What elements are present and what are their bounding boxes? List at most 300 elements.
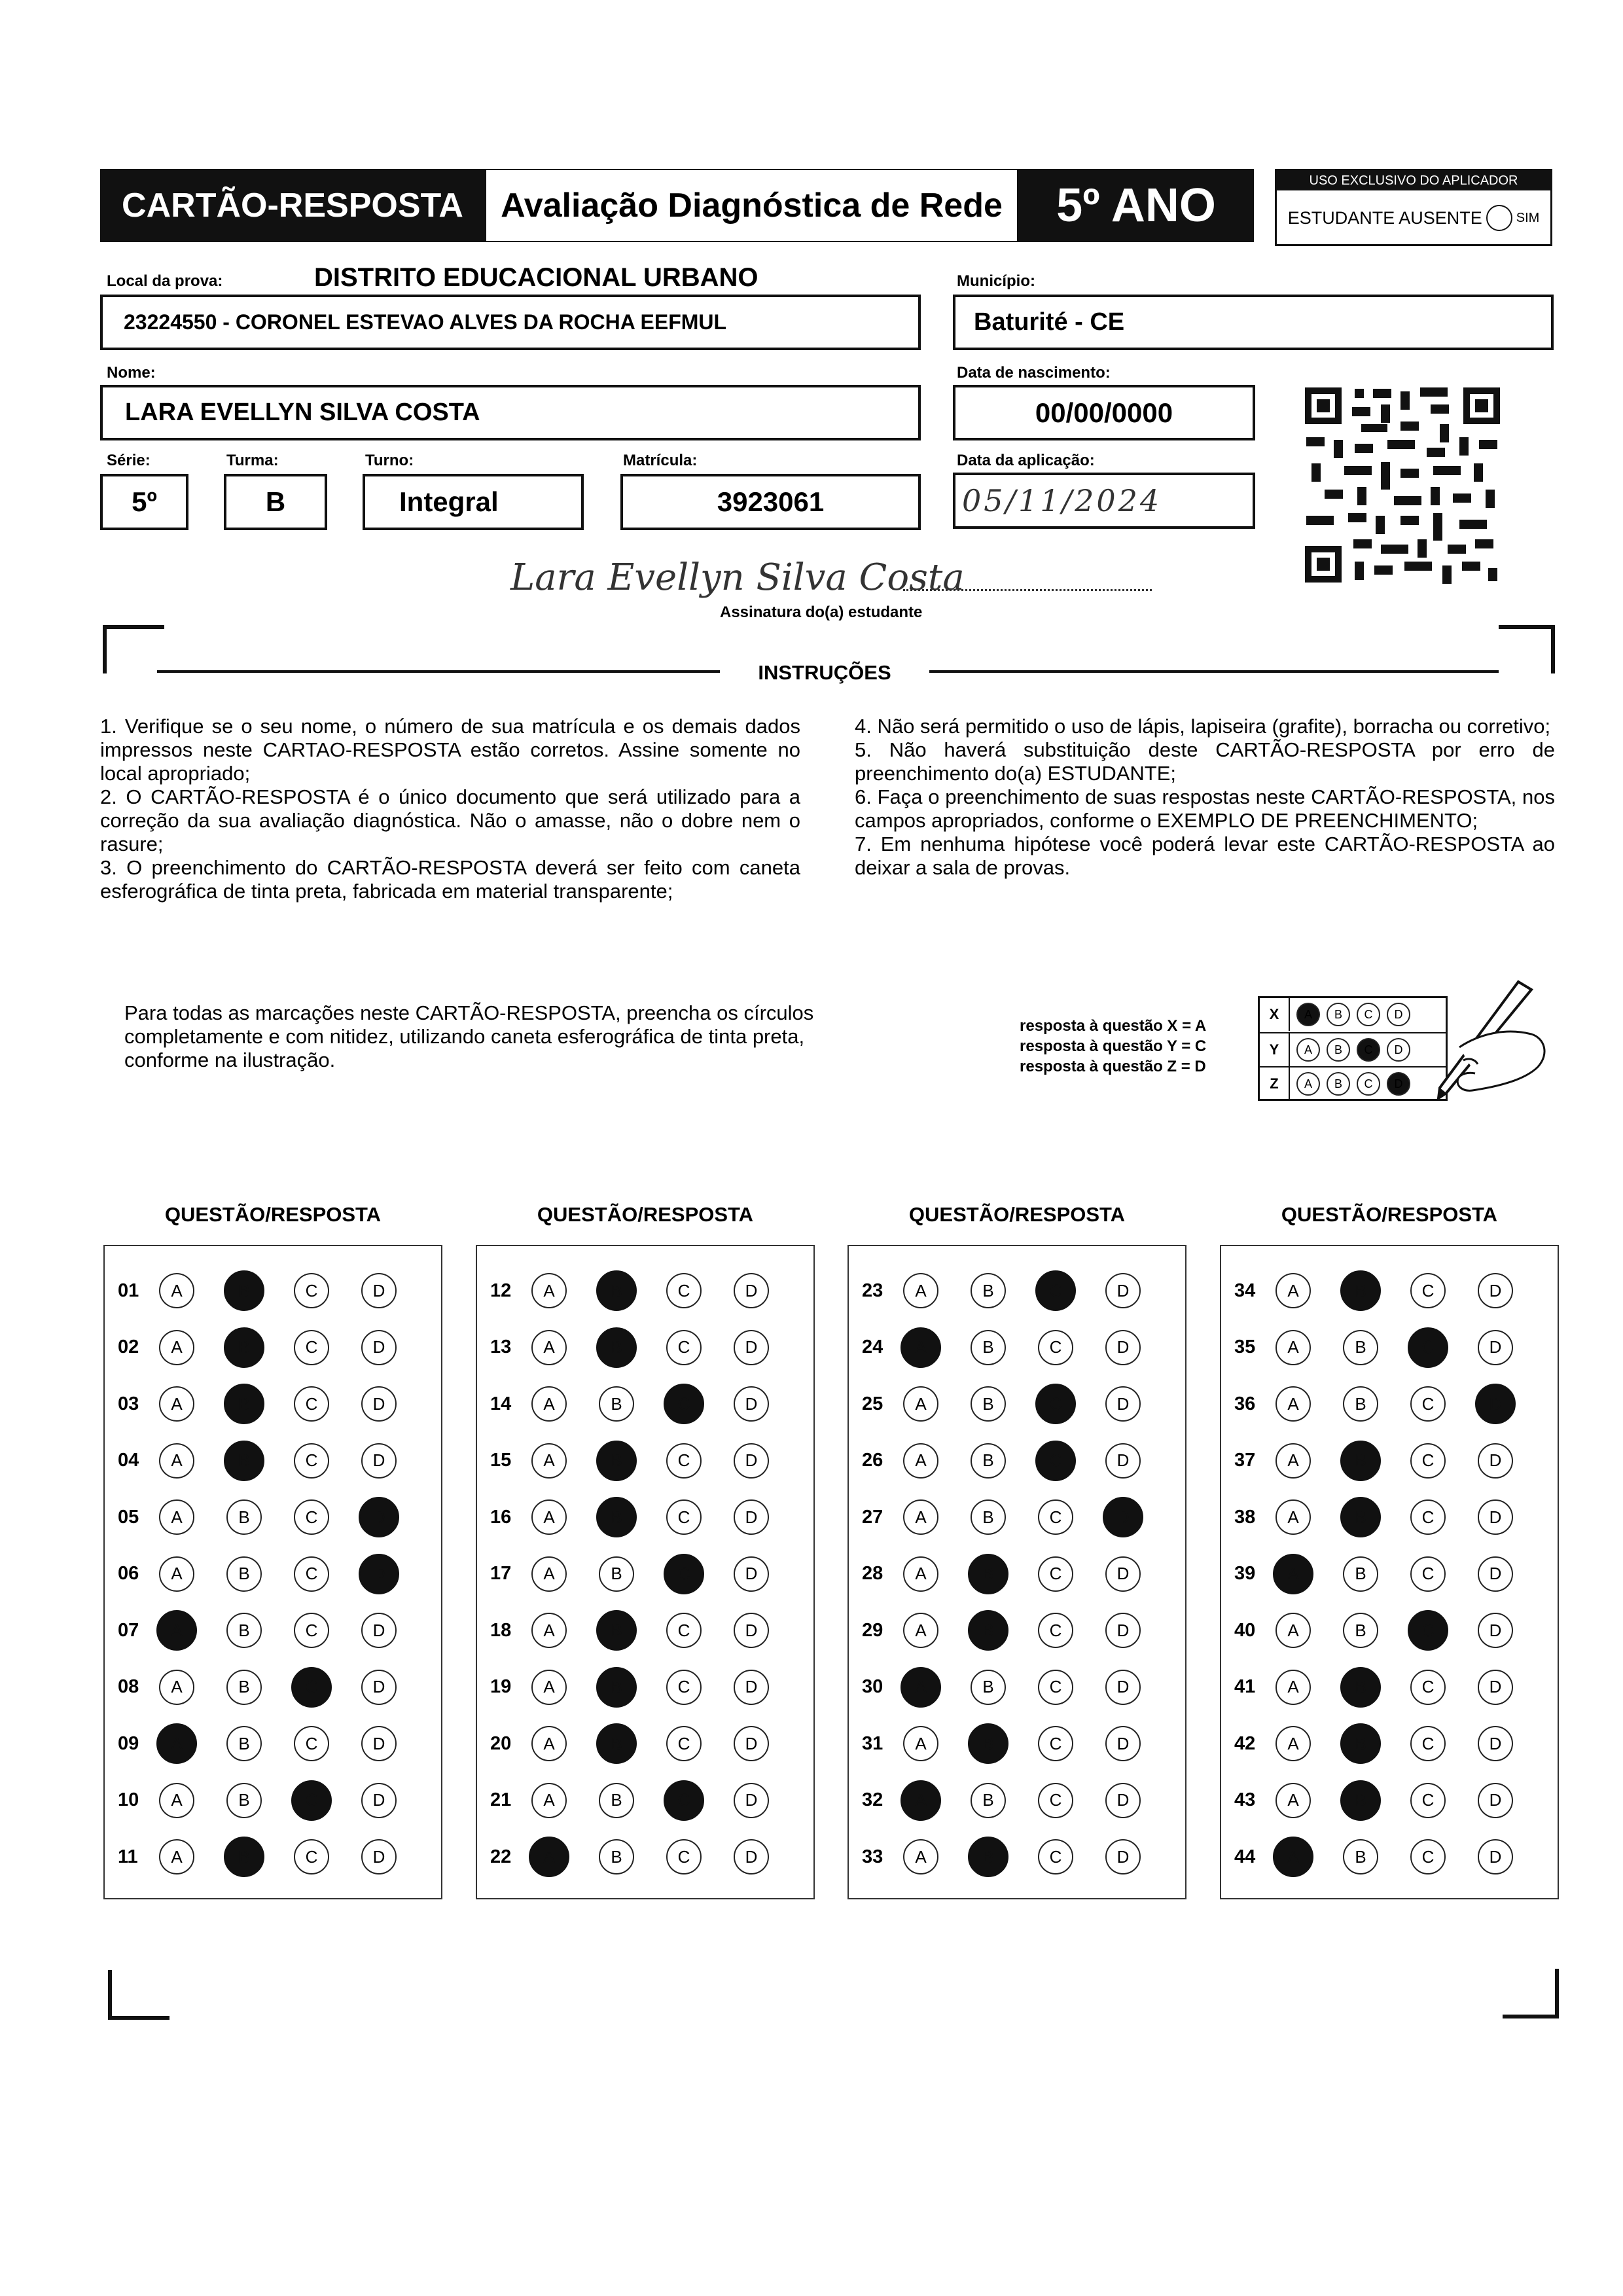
question-number: 11 bbox=[118, 1846, 138, 1867]
question-number: 44 bbox=[1234, 1846, 1256, 1867]
turma-label: Turma: bbox=[226, 452, 279, 469]
example-bubble-d: D bbox=[1387, 1003, 1410, 1026]
question-number: 04 bbox=[118, 1450, 139, 1471]
question-number: 03 bbox=[118, 1393, 139, 1414]
example-row-label: Y bbox=[1260, 1033, 1290, 1066]
answer-bubble-d[interactable]: D bbox=[1478, 1839, 1513, 1874]
answer-bubble-c[interactable]: C bbox=[294, 1556, 329, 1592]
answer-bubble-c[interactable]: C bbox=[1410, 1670, 1446, 1705]
answer-bubble-b[interactable]: B bbox=[1343, 1330, 1378, 1365]
answer-bubble-b[interactable]: B bbox=[224, 1441, 264, 1481]
answer-bubble-d[interactable]: D bbox=[734, 1726, 769, 1761]
answer-bubble-c[interactable]: C bbox=[1410, 1443, 1446, 1479]
answer-bubble-b[interactable]: B bbox=[971, 1499, 1006, 1535]
answer-bubble-c[interactable]: C bbox=[1410, 1726, 1446, 1761]
answer-bubble-c[interactable]: C bbox=[1038, 1556, 1073, 1592]
answer-bubble-b[interactable]: B bbox=[1343, 1613, 1378, 1648]
answer-bubble-a[interactable]: A bbox=[901, 1667, 941, 1708]
answer-bubble-c[interactable]: C bbox=[294, 1330, 329, 1365]
question-number: 18 bbox=[490, 1619, 512, 1641]
instructions-right bbox=[855, 715, 1555, 880]
answer-bubble-d[interactable]: D bbox=[1105, 1783, 1141, 1818]
question-number: 17 bbox=[490, 1563, 512, 1584]
local-label: Local da prova: bbox=[107, 272, 223, 290]
answer-bubble-d[interactable]: D bbox=[1103, 1497, 1143, 1537]
example-bubble-c: C bbox=[1357, 1003, 1380, 1026]
answer-bubble-d[interactable]: D bbox=[1478, 1330, 1513, 1365]
answer-bubble-d[interactable]: D bbox=[361, 1330, 397, 1365]
answer-bubble-b[interactable]: B bbox=[596, 1610, 637, 1651]
answer-bubble-c[interactable]: C bbox=[1035, 1270, 1076, 1311]
question-row bbox=[849, 1441, 1185, 1480]
answer-bubble-d[interactable]: D bbox=[1105, 1839, 1141, 1874]
answer-bubble-c[interactable]: C bbox=[666, 1443, 702, 1479]
question-row bbox=[849, 1837, 1185, 1876]
answer-bubble-a[interactable]: A bbox=[903, 1556, 938, 1592]
question-row bbox=[477, 1271, 813, 1310]
question-number: 05 bbox=[118, 1506, 139, 1528]
school-field: 23224550 - CORONEL ESTEVAO ALVES DA ROCHA EEFMUL bbox=[100, 295, 921, 350]
answer-bubble-b[interactable]: B bbox=[599, 1556, 634, 1592]
answer-bubble-b[interactable]: B bbox=[226, 1556, 262, 1592]
serie-field: 5º bbox=[100, 474, 188, 530]
answer-bubble-b[interactable]: B bbox=[1340, 1441, 1381, 1481]
answer-bubble-d[interactable]: D bbox=[361, 1726, 397, 1761]
answer-panel-1 bbox=[103, 1245, 442, 1899]
question-row bbox=[1221, 1384, 1558, 1424]
answer-bubble-c[interactable]: C bbox=[1410, 1783, 1446, 1818]
question-number: 15 bbox=[490, 1450, 512, 1471]
answer-bubble-b[interactable]: B bbox=[968, 1610, 1008, 1651]
applicator-box bbox=[1275, 169, 1552, 246]
answer-bubble-b[interactable]: B bbox=[1343, 1556, 1378, 1592]
question-number: 29 bbox=[862, 1619, 883, 1641]
answer-bubble-b[interactable]: B bbox=[971, 1443, 1006, 1479]
answer-bubble-d[interactable]: D bbox=[1105, 1670, 1141, 1705]
answer-bubble-a[interactable]: A bbox=[903, 1726, 938, 1761]
answer-bubble-d[interactable]: D bbox=[361, 1613, 397, 1648]
section-title: QUESTÃO/RESPOSTA bbox=[908, 1203, 1126, 1226]
answer-bubble-d[interactable]: D bbox=[361, 1386, 397, 1422]
answer-bubble-c[interactable]: C bbox=[294, 1499, 329, 1535]
question-row bbox=[849, 1384, 1185, 1424]
answer-bubble-a[interactable]: A bbox=[531, 1386, 567, 1422]
answer-bubble-a[interactable]: A bbox=[531, 1670, 567, 1705]
answer-bubble-a[interactable]: A bbox=[1275, 1330, 1311, 1365]
answer-bubble-a[interactable]: A bbox=[159, 1839, 194, 1874]
answer-bubble-b[interactable]: B bbox=[596, 1497, 637, 1537]
answer-bubble-a[interactable]: A bbox=[531, 1499, 567, 1535]
nome-label: Nome: bbox=[107, 364, 156, 382]
answer-bubble-c[interactable]: C bbox=[1038, 1726, 1073, 1761]
matricula-field: 3923061 bbox=[620, 474, 921, 530]
answer-bubble-c[interactable]: C bbox=[664, 1384, 704, 1424]
answer-bubble-b[interactable]: B bbox=[1340, 1497, 1381, 1537]
answer-bubble-d[interactable]: D bbox=[1478, 1499, 1513, 1535]
answer-bubble-d[interactable]: D bbox=[734, 1443, 769, 1479]
answer-bubble-c[interactable]: C bbox=[666, 1273, 702, 1308]
answer-bubble-d[interactable]: D bbox=[361, 1443, 397, 1479]
answer-bubble-d[interactable]: D bbox=[734, 1499, 769, 1535]
answer-bubble-d[interactable]: D bbox=[1478, 1726, 1513, 1761]
question-row bbox=[477, 1384, 813, 1424]
answer-bubble-b[interactable]: B bbox=[596, 1667, 637, 1708]
question-row bbox=[1221, 1271, 1558, 1310]
example-line-z: resposta à questão Z = D bbox=[1020, 1058, 1206, 1075]
example-text: Para todas as marcações neste CARTÃO-RESPOSTA, preencha os círculos completamente e com nitidez, utilizando caneta esferográfica de tinta preta, conforme na ilustração. bbox=[124, 1001, 814, 1071]
question-row bbox=[1221, 1328, 1558, 1367]
answer-bubble-c[interactable]: C bbox=[664, 1554, 704, 1594]
answer-bubble-c[interactable]: C bbox=[1410, 1556, 1446, 1592]
instruction-6: 6. Faça o preenchimento de suas respostas neste CARTÃO-RESPOSTA, nos campos apropriados, conforme o EXEMPLO DE PREENCHIMENTO; bbox=[855, 785, 1555, 832]
answer-bubble-b[interactable]: B bbox=[971, 1783, 1006, 1818]
section-title: QUESTÃO/RESPOSTA bbox=[537, 1203, 754, 1226]
question-row bbox=[105, 1441, 441, 1480]
answer-bubble-c[interactable]: C bbox=[1035, 1384, 1076, 1424]
answer-bubble-d[interactable]: D bbox=[1478, 1670, 1513, 1705]
answer-bubble-d[interactable]: D bbox=[1478, 1273, 1513, 1308]
answer-bubble-b[interactable]: B bbox=[596, 1723, 637, 1764]
instruction-7: 7. Em nenhuma hipótese você poderá levar este CARTÃO-RESPOSTA ao deixar a sala de provas. bbox=[855, 833, 1555, 879]
answer-bubble-b[interactable]: B bbox=[226, 1670, 262, 1705]
question-row bbox=[1221, 1724, 1558, 1763]
answer-bubble-c[interactable]: C bbox=[1035, 1441, 1076, 1481]
instr-rule-right bbox=[929, 670, 1499, 673]
answer-bubble-c[interactable]: C bbox=[291, 1667, 332, 1708]
answer-bubble-b[interactable]: B bbox=[971, 1330, 1006, 1365]
answer-bubble-c[interactable]: C bbox=[666, 1839, 702, 1874]
question-number: 08 bbox=[118, 1676, 139, 1697]
section-title: QUESTÃO/RESPOSTA bbox=[164, 1203, 382, 1226]
instruction-2: 2. O CARTÃO-RESPOSTA é o único documento que será utilizado para a correção da sua avaliação diagnóstica. Não o amasse, não o dobre nem o rasure; bbox=[100, 785, 800, 855]
answer-bubble-c[interactable]: C bbox=[291, 1780, 332, 1821]
question-number: 30 bbox=[862, 1676, 883, 1697]
answer-bubble-a[interactable]: A bbox=[159, 1330, 194, 1365]
answer-bubble-d[interactable]: D bbox=[1105, 1613, 1141, 1648]
answer-bubble-c[interactable]: C bbox=[1038, 1783, 1073, 1818]
question-number: 26 bbox=[862, 1450, 883, 1471]
question-row bbox=[849, 1271, 1185, 1310]
answer-bubble-d[interactable]: D bbox=[734, 1839, 769, 1874]
answer-bubble-c[interactable]: C bbox=[1038, 1839, 1073, 1874]
answer-bubble-b[interactable]: B bbox=[1340, 1780, 1381, 1821]
answer-bubble-a[interactable]: A bbox=[159, 1499, 194, 1535]
question-row bbox=[477, 1611, 813, 1650]
question-number: 37 bbox=[1234, 1450, 1256, 1471]
answer-bubble-d[interactable]: D bbox=[1478, 1783, 1513, 1818]
question-row bbox=[849, 1611, 1185, 1650]
question-number: 21 bbox=[490, 1789, 512, 1810]
answer-bubble-d[interactable]: D bbox=[361, 1839, 397, 1874]
answer-bubble-b[interactable]: B bbox=[226, 1726, 262, 1761]
answer-bubble-b[interactable]: B bbox=[968, 1837, 1008, 1877]
answer-bubble-c[interactable]: C bbox=[666, 1330, 702, 1365]
answer-bubble-a[interactable]: A bbox=[159, 1670, 194, 1705]
question-number: 12 bbox=[490, 1280, 512, 1301]
instruction-3: 3. O preenchimento do CARTÃO-RESPOSTA deverá ser feito com caneta esferográfica de tinta preta, fabricada em material transparente; bbox=[100, 856, 800, 903]
answer-bubble-b[interactable]: B bbox=[224, 1327, 264, 1368]
signature: Lara Evellyn Silva Costa bbox=[510, 556, 965, 599]
question-number: 23 bbox=[862, 1280, 883, 1301]
answer-bubble-c[interactable]: C bbox=[666, 1726, 702, 1761]
question-number: 41 bbox=[1234, 1676, 1256, 1697]
answer-bubble-a[interactable]: A bbox=[1275, 1273, 1311, 1308]
example-bubble-a: A bbox=[1296, 1038, 1320, 1062]
example-line-x: resposta à questão X = A bbox=[1020, 1017, 1207, 1035]
question-number: 24 bbox=[862, 1336, 883, 1357]
answer-bubble-d[interactable]: D bbox=[361, 1273, 397, 1308]
local-value: DISTRITO EDUCACIONAL URBANO bbox=[314, 263, 758, 292]
answer-bubble-a[interactable]: A bbox=[531, 1556, 567, 1592]
answer-bubble-a[interactable]: A bbox=[903, 1273, 938, 1308]
absent-bubble[interactable] bbox=[1486, 205, 1512, 231]
question-row bbox=[1221, 1837, 1558, 1876]
answer-bubble-a[interactable]: A bbox=[531, 1783, 567, 1818]
answer-bubble-a[interactable]: A bbox=[531, 1330, 567, 1365]
answer-bubble-b[interactable]: B bbox=[968, 1723, 1008, 1764]
applicator-title: USO EXCLUSIVO DO APLICADOR bbox=[1277, 171, 1550, 190]
corner-mark-top-right bbox=[1499, 625, 1555, 673]
answer-bubble-b[interactable]: B bbox=[224, 1384, 264, 1424]
answer-bubble-c[interactable]: C bbox=[1410, 1839, 1446, 1874]
answer-bubble-a[interactable]: A bbox=[159, 1273, 194, 1308]
answer-bubble-d[interactable]: D bbox=[1105, 1273, 1141, 1308]
municipio-field: Baturité - CE bbox=[953, 295, 1554, 350]
question-number: 01 bbox=[118, 1280, 139, 1301]
nasc-label: Data de nascimento: bbox=[957, 364, 1111, 382]
pen-hand-icon bbox=[1400, 975, 1551, 1106]
answer-bubble-d[interactable]: D bbox=[359, 1554, 399, 1594]
example-bubble-a: A bbox=[1296, 1072, 1320, 1096]
question-row bbox=[477, 1554, 813, 1594]
question-row bbox=[105, 1781, 441, 1820]
answer-bubble-b[interactable]: B bbox=[596, 1270, 637, 1311]
answer-bubble-b[interactable]: B bbox=[1343, 1839, 1378, 1874]
answer-bubble-a[interactable]: A bbox=[159, 1443, 194, 1479]
answer-bubble-d[interactable]: D bbox=[359, 1497, 399, 1537]
question-number: 34 bbox=[1234, 1280, 1256, 1301]
answer-bubble-b[interactable]: B bbox=[599, 1386, 634, 1422]
answer-bubble-a[interactable]: A bbox=[1275, 1386, 1311, 1422]
answer-bubble-a[interactable]: A bbox=[903, 1386, 938, 1422]
nome-field: LARA EVELLYN SILVA COSTA bbox=[100, 385, 921, 440]
aplic-label: Data da aplicação: bbox=[957, 452, 1095, 469]
example-bubble-a: A bbox=[1296, 1003, 1320, 1026]
answer-bubble-d[interactable]: D bbox=[734, 1783, 769, 1818]
question-number: 16 bbox=[490, 1506, 512, 1528]
answer-bubble-c[interactable]: C bbox=[1410, 1499, 1446, 1535]
answer-bubble-c[interactable]: C bbox=[1038, 1499, 1073, 1535]
answer-bubble-d[interactable]: D bbox=[1105, 1386, 1141, 1422]
question-row bbox=[1221, 1554, 1558, 1594]
corner-mark-top-left bbox=[103, 625, 164, 673]
answer-bubble-d[interactable]: D bbox=[1105, 1443, 1141, 1479]
answer-panel-3 bbox=[847, 1245, 1186, 1899]
turno-label: Turno: bbox=[365, 452, 414, 469]
answer-bubble-b[interactable]: B bbox=[971, 1273, 1006, 1308]
serie-label: Série: bbox=[107, 452, 151, 469]
question-number: 09 bbox=[118, 1732, 139, 1754]
answer-bubble-c[interactable]: C bbox=[294, 1386, 329, 1422]
answer-bubble-b[interactable]: B bbox=[596, 1327, 637, 1368]
instr-rule-left bbox=[157, 670, 720, 673]
answer-bubble-b[interactable]: B bbox=[1340, 1270, 1381, 1311]
question-row bbox=[105, 1837, 441, 1876]
answer-bubble-c[interactable]: C bbox=[1410, 1386, 1446, 1422]
answer-bubble-a[interactable]: A bbox=[531, 1613, 567, 1648]
question-number: 10 bbox=[118, 1789, 139, 1810]
example-line-y: resposta à questão Y = C bbox=[1020, 1037, 1207, 1055]
answer-bubble-b[interactable]: B bbox=[596, 1441, 637, 1481]
answer-bubble-b[interactable]: B bbox=[1343, 1386, 1378, 1422]
answer-bubble-c[interactable]: C bbox=[294, 1839, 329, 1874]
answer-bubble-c[interactable]: C bbox=[294, 1726, 329, 1761]
answer-bubble-d[interactable]: D bbox=[734, 1330, 769, 1365]
answer-bubble-a[interactable]: A bbox=[1275, 1499, 1311, 1535]
answer-bubble-a[interactable]: A bbox=[1273, 1837, 1313, 1877]
answer-bubble-b[interactable]: B bbox=[599, 1839, 634, 1874]
answer-bubble-c[interactable]: C bbox=[666, 1499, 702, 1535]
answer-bubble-c[interactable]: C bbox=[1410, 1273, 1446, 1308]
answer-bubble-b[interactable]: B bbox=[968, 1554, 1008, 1594]
turno-field: Integral bbox=[363, 474, 584, 530]
answer-bubble-c[interactable]: C bbox=[1408, 1327, 1448, 1368]
question-number: 39 bbox=[1234, 1563, 1256, 1584]
answer-bubble-c[interactable]: C bbox=[1038, 1330, 1073, 1365]
question-row bbox=[105, 1384, 441, 1424]
corner-mark-bottom-right bbox=[1503, 1969, 1559, 2018]
answer-bubble-a[interactable]: A bbox=[531, 1273, 567, 1308]
signature-label: Assinatura do(a) estudante bbox=[720, 603, 923, 621]
question-row bbox=[477, 1668, 813, 1707]
answer-bubble-a[interactable]: A bbox=[1275, 1783, 1311, 1818]
question-number: 14 bbox=[490, 1393, 512, 1414]
corner-mark-bottom-left bbox=[108, 1970, 169, 2020]
answer-bubble-d[interactable]: D bbox=[734, 1386, 769, 1422]
answer-bubble-a[interactable]: A bbox=[1273, 1554, 1313, 1594]
answer-bubble-d[interactable]: D bbox=[1478, 1443, 1513, 1479]
question-number: 27 bbox=[862, 1506, 883, 1528]
answer-bubble-d[interactable]: D bbox=[1105, 1556, 1141, 1592]
answer-bubble-a[interactable]: A bbox=[903, 1839, 938, 1874]
answer-bubble-d[interactable]: D bbox=[1478, 1556, 1513, 1592]
example-bubble-b: B bbox=[1327, 1072, 1350, 1096]
answer-bubble-a[interactable]: A bbox=[903, 1613, 938, 1648]
answer-bubble-a[interactable]: A bbox=[903, 1443, 938, 1479]
question-row bbox=[849, 1781, 1185, 1820]
instruction-4: 4. Não será permitido o uso de lápis, lapiseira (grafite), borracha ou corretivo; bbox=[855, 715, 1551, 738]
absent-label: ESTUDANTE AUSENTE bbox=[1287, 207, 1482, 228]
question-row bbox=[1221, 1781, 1558, 1820]
question-number: 43 bbox=[1234, 1789, 1256, 1810]
answer-bubble-a[interactable]: A bbox=[903, 1499, 938, 1535]
answer-bubble-c[interactable]: C bbox=[1408, 1610, 1448, 1651]
question-row bbox=[849, 1498, 1185, 1537]
answer-bubble-c[interactable]: C bbox=[294, 1613, 329, 1648]
question-number: 36 bbox=[1234, 1393, 1256, 1414]
answer-bubble-c[interactable]: C bbox=[664, 1780, 704, 1821]
answer-bubble-a[interactable]: A bbox=[1275, 1726, 1311, 1761]
answer-bubble-c[interactable]: C bbox=[294, 1443, 329, 1479]
question-row bbox=[477, 1441, 813, 1480]
answer-bubble-b[interactable]: B bbox=[971, 1670, 1006, 1705]
question-number: 07 bbox=[118, 1619, 139, 1641]
answer-bubble-b[interactable]: B bbox=[971, 1386, 1006, 1422]
answer-bubble-a[interactable]: A bbox=[901, 1327, 941, 1368]
answer-bubble-d[interactable]: D bbox=[361, 1783, 397, 1818]
question-number: 22 bbox=[490, 1846, 512, 1867]
question-number: 20 bbox=[490, 1732, 512, 1754]
question-row bbox=[105, 1668, 441, 1707]
answer-bubble-b[interactable]: B bbox=[226, 1613, 262, 1648]
answer-bubble-d[interactable]: D bbox=[734, 1273, 769, 1308]
answer-bubble-b[interactable]: B bbox=[1340, 1667, 1381, 1708]
answer-bubble-d[interactable]: D bbox=[734, 1556, 769, 1592]
answer-bubble-a[interactable]: A bbox=[159, 1783, 194, 1818]
question-number: 13 bbox=[490, 1336, 512, 1357]
answer-bubble-a[interactable]: A bbox=[531, 1443, 567, 1479]
answer-bubble-c[interactable]: C bbox=[666, 1670, 702, 1705]
answer-bubble-d[interactable]: D bbox=[1478, 1613, 1513, 1648]
answer-bubble-c[interactable]: C bbox=[1038, 1613, 1073, 1648]
answer-bubble-a[interactable]: A bbox=[159, 1386, 194, 1422]
answer-bubble-d[interactable]: D bbox=[734, 1613, 769, 1648]
answer-bubble-d[interactable]: D bbox=[1105, 1726, 1141, 1761]
answer-bubble-d[interactable]: D bbox=[1105, 1330, 1141, 1365]
question-row bbox=[105, 1554, 441, 1594]
example-bubble-c: C bbox=[1357, 1072, 1380, 1096]
question-row bbox=[477, 1837, 813, 1876]
answer-bubble-b[interactable]: B bbox=[224, 1270, 264, 1311]
question-row bbox=[1221, 1441, 1558, 1480]
answer-bubble-a[interactable]: A bbox=[159, 1556, 194, 1592]
answer-bubble-b[interactable]: B bbox=[224, 1837, 264, 1877]
answer-bubble-d[interactable]: D bbox=[1475, 1384, 1516, 1424]
answer-bubble-d[interactable]: D bbox=[361, 1670, 397, 1705]
question-number: 25 bbox=[862, 1393, 883, 1414]
turma-field: B bbox=[224, 474, 327, 530]
answer-bubble-a[interactable]: A bbox=[1275, 1443, 1311, 1479]
answer-bubble-a[interactable]: A bbox=[901, 1780, 941, 1821]
question-row bbox=[105, 1498, 441, 1537]
answer-bubble-a[interactable]: A bbox=[1275, 1613, 1311, 1648]
qr-code-icon bbox=[1302, 385, 1503, 585]
example-lines bbox=[1020, 1016, 1206, 1077]
answer-bubble-a[interactable]: A bbox=[1275, 1670, 1311, 1705]
answer-bubble-a[interactable]: A bbox=[156, 1723, 197, 1764]
answer-bubble-b[interactable]: B bbox=[1340, 1723, 1381, 1764]
question-number: 28 bbox=[862, 1563, 883, 1584]
answer-panel-4 bbox=[1220, 1245, 1559, 1899]
matricula-label: Matrícula: bbox=[623, 452, 698, 469]
answer-bubble-b[interactable]: B bbox=[599, 1783, 634, 1818]
question-row bbox=[849, 1724, 1185, 1763]
question-row bbox=[105, 1328, 441, 1367]
answer-panel-2 bbox=[476, 1245, 815, 1899]
answer-bubble-d[interactable]: D bbox=[734, 1670, 769, 1705]
answer-bubble-a[interactable]: A bbox=[531, 1726, 567, 1761]
answer-bubble-c[interactable]: C bbox=[1038, 1670, 1073, 1705]
answer-bubble-c[interactable]: C bbox=[294, 1273, 329, 1308]
instruction-5: 5. Não haverá substituição deste CARTÃO-RESPOSTA por erro de preenchimento do(a) ESTUDANTE; bbox=[855, 738, 1555, 785]
question-row bbox=[1221, 1498, 1558, 1537]
answer-bubble-a[interactable]: A bbox=[529, 1837, 569, 1877]
answer-bubble-b[interactable]: B bbox=[226, 1783, 262, 1818]
answer-bubble-b[interactable]: B bbox=[226, 1499, 262, 1535]
example-row-label: X bbox=[1260, 998, 1290, 1031]
answer-bubble-c[interactable]: C bbox=[666, 1613, 702, 1648]
answer-bubble-a[interactable]: A bbox=[156, 1610, 197, 1651]
